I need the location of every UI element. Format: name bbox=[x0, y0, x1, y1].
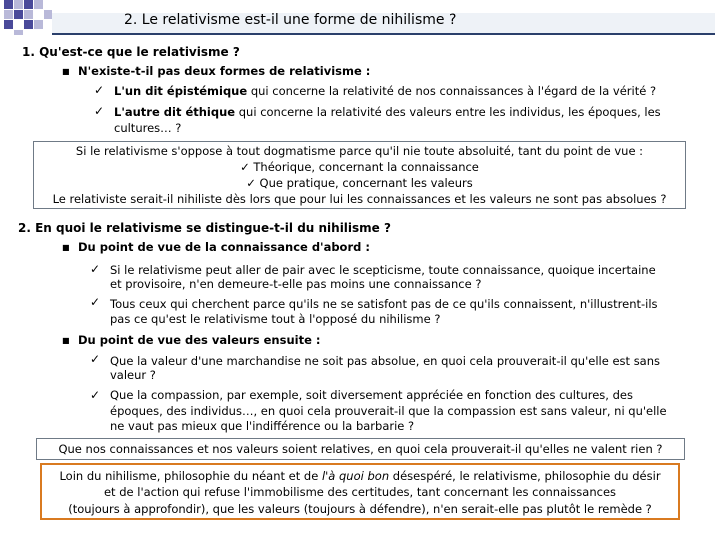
conclusion-line2: et de l'action qui refuse l'immobilisme des certitudes, tant concernant les connaissances bbox=[103, 485, 617, 499]
section2-heading: 2. En quoi le relativisme se distingue-t-il du nihilisme ? bbox=[18, 221, 391, 235]
box1-line1: Si le relativisme s'oppose à tout dogmatisme parce qu'il nie toute absoluité, tant du point de vue : bbox=[75, 144, 644, 158]
sub2-item2-line2: époques, des individus…, en quoi cela prouverait-il que la compassion est sans valeur, ni qu'elle bbox=[110, 404, 667, 418]
check-icon: ✓ bbox=[94, 104, 105, 118]
section1-item2: L'autre dit éthique qui concerne la relativité des valeurs entre les individus, les époques, les bbox=[114, 105, 661, 119]
check-icon: ✓ bbox=[90, 262, 101, 276]
section2-sub1: Du point de vue de la connaissance d'abord : bbox=[78, 240, 370, 254]
check-icon: ✓ bbox=[246, 176, 256, 190]
title-underline bbox=[52, 33, 715, 35]
square-bullet-icon: ■ bbox=[62, 243, 70, 252]
sub1-item2-line2: pas ce qu'est le relativisme tout à l'opposé du nihilisme ? bbox=[110, 312, 441, 326]
sub2-item1-line1: Que la valeur d'une marchandise ne soit pas absolue, en quoi cela prouverait-il qu'elle est sans bbox=[110, 354, 661, 368]
section1-item2-cont: cultures… ? bbox=[114, 121, 182, 135]
box1-line2: ✓ Théorique, concernant la connaissance bbox=[240, 160, 479, 174]
conclusion-box bbox=[40, 463, 680, 520]
section1-heading: 1. Qu'est-ce que le relativisme ? bbox=[22, 45, 240, 59]
box2-text: Que nos connaissances et nos valeurs soient relatives, en quoi cela prouverait-il qu'elles ne valent rien ? bbox=[58, 442, 663, 456]
sub1-item2-line1: Tous ceux qui cherchent parce qu'ils ne se satisfont pas de ce qu'ils connaissent, n'illustrent-ils bbox=[110, 297, 658, 311]
page-title: 2. Le relativisme est-il une forme de nihilisme ? bbox=[124, 12, 457, 28]
check-icon: ✓ bbox=[90, 295, 101, 309]
sub2-item2-line3: ne vaut pas mieux que l'indifférence ou la barbarie ? bbox=[110, 419, 415, 433]
square-bullet-icon: ■ bbox=[62, 336, 70, 345]
check-icon: ✓ bbox=[240, 160, 250, 174]
conclusion-line3: (toujours à approfondir), que les valeurs (toujours à défendre), n'en serait-elle pas plutôt le remède ? bbox=[68, 502, 652, 516]
section2-sub2: Du point de vue des valeurs ensuite : bbox=[78, 333, 321, 347]
definition-box bbox=[33, 141, 686, 209]
sub2-item1-line2: valeur ? bbox=[110, 368, 156, 382]
check-icon: ✓ bbox=[94, 83, 105, 97]
check-icon: ✓ bbox=[90, 352, 101, 366]
sub1-item1-line1: Si le relativisme peut aller de pair avec le scepticisme, toute connaissance, quoique incertaine bbox=[110, 263, 656, 277]
section1-subheading: N'existe-t-il pas deux formes de relativisme : bbox=[78, 64, 371, 78]
check-icon: ✓ bbox=[90, 388, 101, 402]
conclusion-line1: Loin du nihilisme, philosophie du néant et de l'à quoi bon désespéré, le relativisme, philosophie du désir bbox=[59, 469, 661, 483]
box1-line4: Le relativiste serait-il nihiliste dès lors que pour lui les connaissances et les valeurs ne sont pas absolues ? bbox=[52, 192, 667, 206]
sub1-item1-line2: et provisoire, n'en demeure-t-elle pas moins une connaissance ? bbox=[110, 277, 482, 291]
sub2-item2-line1: Que la compassion, par exemple, soit diversement appréciée en fonction des cultures, des bbox=[110, 388, 633, 402]
question-box bbox=[36, 438, 685, 460]
section1-item1: L'un dit épistémique qui concerne la relativité de nos connaissances à l'égard de la vérité ? bbox=[114, 84, 657, 98]
square-bullet-icon: ■ bbox=[62, 67, 70, 76]
box1-line3: ✓ Que pratique, concernant les valeurs bbox=[246, 176, 473, 190]
